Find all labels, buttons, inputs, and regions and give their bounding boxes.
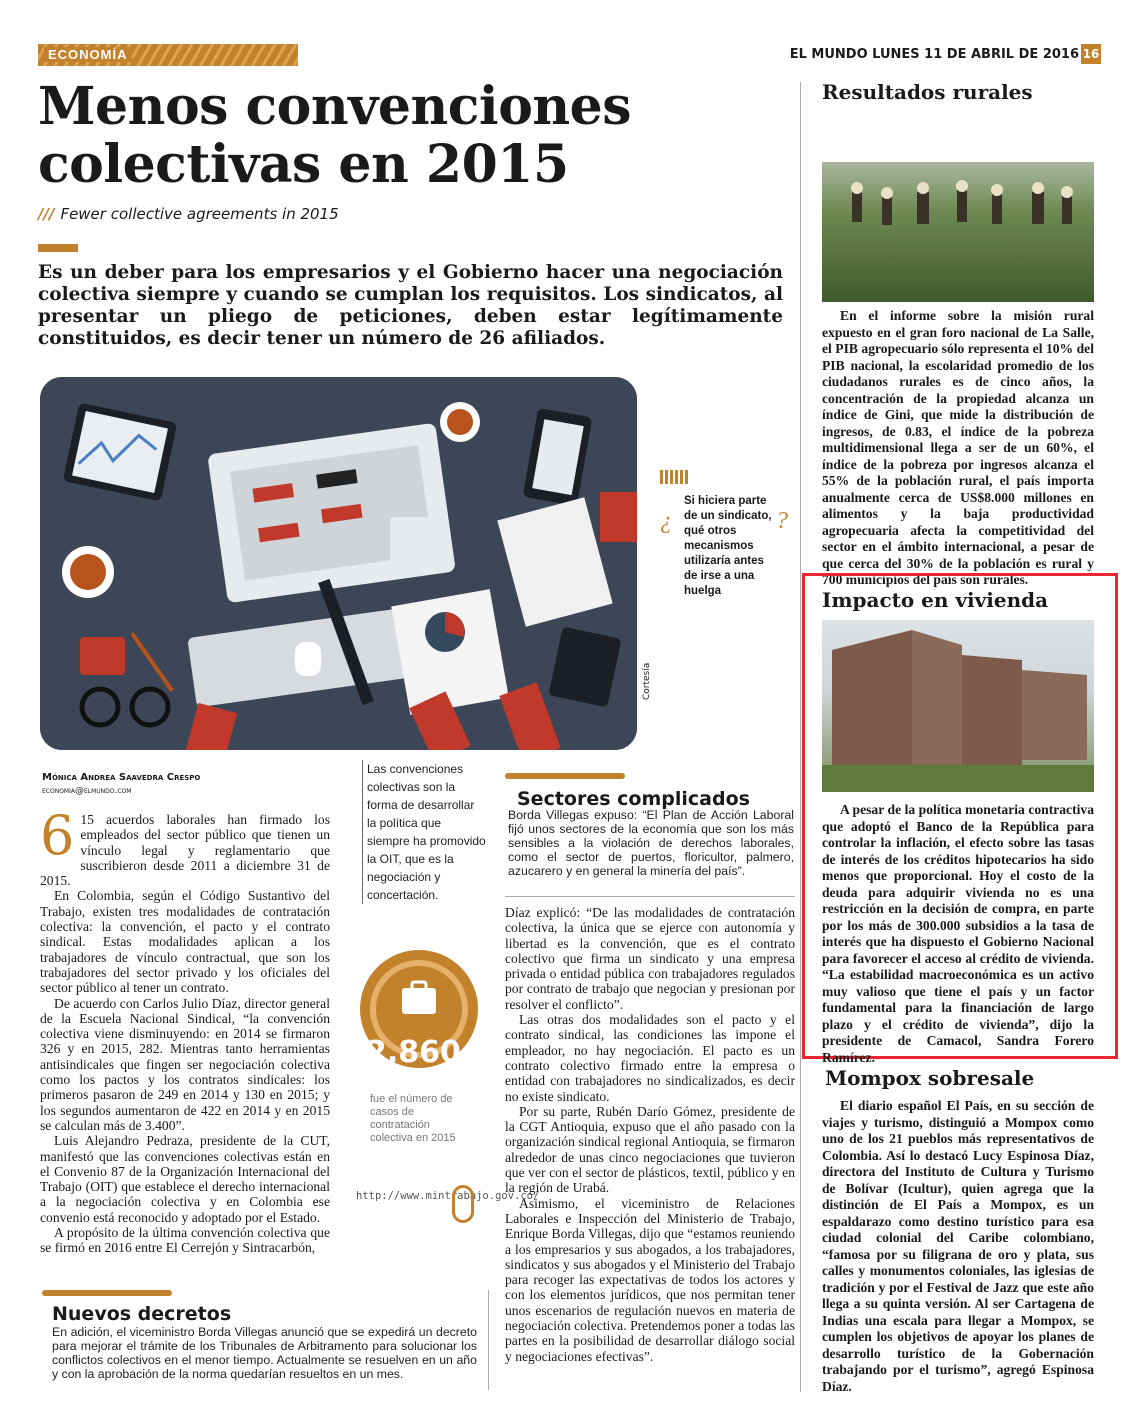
sectores-divider <box>505 896 795 897</box>
body-column-1: 6 15 acuerdos laborales han firmado los empleados del sector público que tienen un vínculo legal y reglamentario que suscribieron desde 2011 a diciembre 31 de 2015. En Colombia, según el Código Sustantivo del Trabajo, existen tres modalidades de contratación colectiva: la convención, el pacto y el contrato sindical. Estas modalidades aplican a los trabajadores de vínculo contractual, que son los trabajadores del sector privado y los oficiales del sector público al tener un contrato. De acuerdo con Carlos Julio Díaz, director general de la Escuela Nacional Sindical, “la convención colectiva viene disminuyendo: en 2014 se firmaron 326 y en 2015, 282. Mientras tanto herramientas antisindicales que fingen ser negociación colectiva como los pactos y los contratos sindicales: los primeros pasaron de 249 en 2014 y 130 en 2015; y los segundos aumentaron de 422 en 2014 y en 2015 se calculan más de 3.400”. Luis Alejandro Pedraza, presidente de la CUT, manifestó que las convenciones colectivas están en el Convenio 87 de la Organización Internacional del Trabajo (OIT) que establece el derecho internacional a la negociación colectiva y en Colombia ese convenio está reconocido y adoptado por el Estado. A propósito de la última convención colectiva que se firmó en 2016 entre El Cerrejón y Sintracarbón, <box>40 804 330 1256</box>
source-link[interactable]: http://www.mintrabajo.gov.co/ <box>356 1190 540 1202</box>
rurales-heading: Resultados rurales <box>822 80 1033 104</box>
vivienda-text: A pesar de la política monetaria contractiva que adoptó el Banco de la República para controlar la inflación, el efecto sobre las tasas de interés de los créditos hipotecarios ha sido menos que proporcional. Hoy el costo de la deuda para adquirir vivienda no es una restricción en la decisión de compra, en parte por los más de 300.000 subsidios a la tasa de interés que ha dispuesto el Gobierno Nacional para favorecer el acceso al crédito de vivienda. “La estabilidad macroeconómica es un activo muy valioso que tiene el país y un factor fundamental para la financiación de largo plazo y el crédito de vivienda”, dijo la presidente de Camacol, Sandra Forero Ramírez. <box>822 802 1094 1065</box>
mompox-heading: Mompox sobresale <box>825 1066 1035 1090</box>
subtitle-mark: /// <box>38 205 55 223</box>
mompox-text: El diario español El País, en su sección de viajes y turismo, distinguió a Mompox como uno de los 21 pueblos más representativos de Colombia. Así lo destacó Lucy Espinosa Díaz, directora del Instituto de Cultura y Turismo de Bolívar (Icultur), quien agrega que la distinción de El País a Mompox, es un espaldarazo como destino turístico para esa ciudad colonial del Caribe colombiano, “famosa por su filigrana de oro y plata, sus calles y monumentos coloniales, las iglesias de tradición y por el Festival de Jazz que este año llega a su quinta versión. Al ser Cartagena de Indias una escala para llegar a Mompox, se cumplen los objetivos de apoyar los planes de desarrollo turístico de la Gobernación trabajando por el turismo”, agregó Espinosa Díaz. <box>822 1098 1094 1394</box>
accent-bar <box>38 244 78 252</box>
decretos-text: En adición, el viceministro Borda Villegas anunció que se expedirá un decreto para mejorar el trámite de los Tribunales de Arbitramento para solucionar los conflictos colectivos en el menor tiempo. Actualmente se resuelven en un año y con la aprobación de la norma quedarían resueltos en un mes. <box>52 1325 477 1381</box>
subtitle <box>38 205 339 223</box>
subtitle-text: Fewer collective agreements in 2015 <box>60 205 339 223</box>
question-open: ¿ <box>660 508 672 534</box>
pencil-decoration-2 <box>42 1290 172 1296</box>
stat-text: fue el número de casos de contratación colectiva en 2015 <box>370 1093 456 1144</box>
pencil-decoration <box>505 773 625 779</box>
page-number: 16 <box>1081 44 1101 64</box>
sectores-intro: Borda Villegas expuso: “El Plan de Acción Laboral fijó unos sectores de la economía que son los más sensibles a la violación de derechos laborales, como el sector de puertos, floricultor, palmero, azucarero y en general la minería del país”. <box>508 808 794 878</box>
stat-number: 2.860 <box>366 1035 461 1070</box>
decretos-divider <box>488 1290 489 1390</box>
reader-question: Si hiciera parte de un sindicato, qué otros mecanismos utilizaría antes de irse a una huelga <box>684 495 772 597</box>
photo-credit: Cortesía <box>642 662 652 700</box>
vivienda-photo <box>822 620 1094 792</box>
headline: Menos convenciones colectivas en 2015 <box>38 76 632 195</box>
lede: Es un deber para los empresarios y el Gobierno hacer una negociación colectiva siempre y cuando se cumplan los requisitos. Los sindicatos, al presentar un pliego de peticiones, deben estar legítimamente constituidos, es decir tener un número de 26 afiliados. <box>38 262 783 349</box>
decretos-heading: Nuevos decretos <box>52 1303 232 1325</box>
author-email: economia@elmundo.com <box>42 786 132 796</box>
rurales-text: En el informe sobre la misión rural expuesto en el gran foro nacional de La Salle, el PIB agropecuario sólo representa el 10% del PIB nacional, la escolaridad promedio de los ciudadanos rurales es de cinco años, la concentración de la propiedad alcanza un índice de Gini, que mide la distribución de ingresos, de 0.83, el índice de la pobreza multidimensional llega a ser de un 60%, el índice de la pobreza por ingresos alcanza el 55% de la población rural, el país importa anualmente cerca de US$8.000 millones en alimentos y la baja productividad agropecuaria afecta la competitividad del sector en el ámbito internacional, a pesar de que cerca del 30% de la población es rural y 700 municipios del país son rurales. <box>822 308 1094 587</box>
question-close: ? <box>776 508 788 534</box>
article-illustration <box>40 377 637 750</box>
vivienda-heading: Impacto en vivienda <box>822 588 1049 612</box>
farmers-photo <box>822 162 1094 302</box>
mouse-icon <box>452 1185 474 1223</box>
sidebar-quote: Las convenciones colectivas son la forma de desarrollar la política que siempre ha promovido la OIT, que es la negociación y concertación. <box>362 760 486 904</box>
dropcap: 6 <box>40 804 75 867</box>
apartment-buildings-photo <box>822 620 1094 792</box>
column-divider <box>800 82 801 1392</box>
desk-illustration <box>40 377 637 750</box>
body-column-3: Díaz explicó: “De las modalidades de contratación colectiva, la única que se ejerce con autonomía y libertad es la convención, que es el contrato colectivo que firma un sindicato y una empresa privada o entidad pública con trabajadores regulados por contrato de trabajo que negocian y presionan por resolver el conflicto”. Las otras dos modalidades son el pacto y el contrato sindical, las condiciones las impone el empleador, no hay negociación. El pacto es un contrato colectivo firmado entre la empresa o entidad con trabajadores no sindicalizados, es decir no existe sindicato. Por su parte, Rubén Darío Gómez, presidente de la CGT Antioquia, expuso que el año pasado con la organización sindical regional Antioquia, se firmaron alrededor de unas cinco negociaciones que tuvieron que ver con el sector de plásticos, textil, público y en la región de Urabá. Asimismo, el viceministro de Relaciones Laborales e Inspección del Ministerio de Trabajo, Enrique Borda Villegas, dijo que “estamos reuniendo a los empresarios y sus abogados, a los trabajadores, sindicatos y sus abogados y el Ministerio del Trabajo para recoger las expectativas de todos los actores y con los elementos jurídicos, que nos permitan tener unos escenarios de regulación nuevos en materia de negociación colectiva. Pretendemos poner a todas las partes en la posibilidad de desarrollar diálogo social y negociaciones efectivas”. <box>505 905 795 1364</box>
question-accent <box>660 470 690 484</box>
rurales-photo <box>822 162 1094 302</box>
section-tag: ECONOMÍA <box>38 44 298 66</box>
masthead: EL MUNDO LUNES 11 DE ABRIL DE 2016 <box>789 47 1079 62</box>
sectores-heading: Sectores complicados <box>517 788 750 810</box>
author-name: Mónica Andrea Saavedra Crespo <box>42 772 201 783</box>
